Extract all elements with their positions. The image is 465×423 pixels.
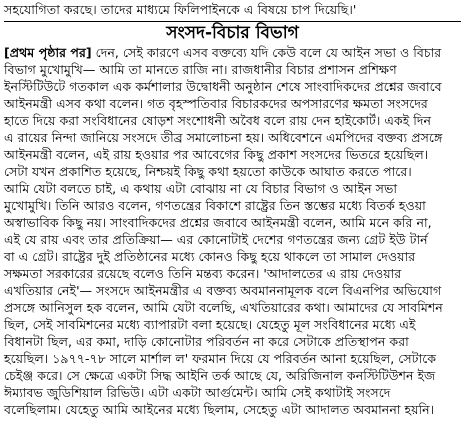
body-line: চেইঞ্জ করে। সে ক্ষেত্রে একটা সিদ্ধ আইনি তর্ক আছে যে, অরিজিনাল কনস্টিটিউশন ইজ — [4, 368, 436, 383]
body-line: মুখোমুখি। তিনি আরও বলেন, গণতন্ত্রের বিকাশে রাষ্ট্রের তিন স্তম্ভের মধ্যে বিতর্ক হওয়া — [4, 198, 426, 213]
continued-from-label: [প্রথম পৃষ্ঠার পর] — [4, 45, 92, 60]
body-line: হয়েছিল। ১৯৭৭-৭৮ সালে মার্শাল ল' ফরমান দিয়ে যে পরিবর্তন আনা হয়েছিল, সেটাকে — [4, 351, 437, 366]
body-line: আইনমন্ত্রী বলেন, এই রায় হওয়ার পর আবেগের কিছু প্রকাশ সংসদের ভিতরে হয়েছিল। — [4, 147, 429, 162]
body-line: এ রায়ের নিন্দা জানিয়ে সংসদে তীব্র সমালোচনা হয়। অধিবেশনে এমপিদের বক্তব্য প্রসঙ্গে — [4, 130, 443, 145]
body-line: হাতে দিয়ে করা সংবিধানের ষোড়শ সংশোধনী অবৈধ বলে রায় দেন হাইকোর্ট। একই দিন — [4, 113, 432, 128]
body-line: বা এ গ্রেট। রাষ্ট্রের দুই প্রতিষ্ঠানের মধ্যে কোনও কিছু হয়ে থাকলে তা সামাল দেওয়ার — [4, 249, 416, 264]
body-line: এখতিয়ার নেই'— সংসদে আইনমন্ত্রীর এ বক্তব্য অবমাননামূলক বলে বিএনপির অভিযোগ — [4, 283, 442, 298]
body-line: ইনস্টিটিউটে গতকাল এক কর্মশালার উদ্বোধনী অনুষ্ঠান শেষে সাংবাদিকদের প্রশ্নের জবাবে — [4, 79, 442, 94]
body-line: সক্ষমতা সরকারের রয়েছে বলেও তিনি মন্তব্য করেন। 'আদালতের এ রায় দেওয়ার — [4, 266, 402, 281]
body-line: অস্বাভাবিক কিছু নয়। সাংবাদিকদের প্রশ্নের জবাবে আইনমন্ত্রী বলেন, আমি মনে করি না, — [4, 215, 432, 230]
headline: সংসদ-বিচার বিভাগ — [166, 23, 299, 43]
body-line: বলেছিলাম। যেহেতু আমি আইনের মধ্যে ছিলাম, সেহেতু এটা আদালত অবমাননা হয়নি। — [4, 402, 435, 417]
body-line: ঈম্যাবভ জুডিশিয়াল রিভিউ। এটা একটা আর্গুমেন্ট। আমি সেই কথাটাই সংসদে — [4, 385, 391, 400]
body-line: সেটা যখন প্রকাশিত হয়েছে, নিশ্চয়ই কিছু কথা হয়তো কাউকে আঘাত করতে পারে। — [4, 164, 412, 179]
body-line: প্রসঙ্গে আনিসুল হক বলেন, আমি যেটা বলেছি, এখতিয়ারের কথা। আমাদের যে সাবমিশন — [4, 300, 443, 315]
body-line-first-text: দেন, সেই কারণে এসব বক্তব্যে যদি কেউ বলে যে আইন সভা ও বিচার — [91, 45, 442, 60]
body-line: আইনমন্ত্রী এসব কথা বলেন। গত বৃহস্পতিবার বিচারকদের অপসারণের ক্ষমতা সংসদের — [4, 96, 428, 111]
body-line: বিধানটা ছিল, এর কমা, দাড়ি কোনোটার পরিবর্তন না করে সেটাকে প্রতিস্থাপন করা — [4, 334, 409, 349]
body-line: এই যে রায় এবং তার প্রতিক্রিয়া— এর কোনোটাই দেশের গণতন্ত্রের জন্য গ্রেট ইউ টার্ন — [4, 232, 428, 247]
body-line-first — [4, 44, 441, 61]
body-line: আমি যেটা বলতে চাই, এ কথায় এটা বোঝায় না যে বিচার বিভাগ ও আইন সভা — [4, 181, 398, 196]
previous-article-fragment: সহযোগিতা করছে। তাদের মাধ্যমে ফিলিপাইনকে এ বিষয়ে চাপ দিয়েছি।' — [4, 2, 357, 17]
body-line: বিভাগ মুখোমুখি— আমি তা মানতে রাজি না। রাজধানীর বিচার প্রশাসন প্রশিক্ষণ — [4, 62, 397, 77]
body-line: ছিল, সেই সাবমিশনের মধ্যে ব্যাপারটা বলা হয়েছে। যেহেতু মূল সংবিধানের মধ্যে এই — [4, 317, 416, 332]
